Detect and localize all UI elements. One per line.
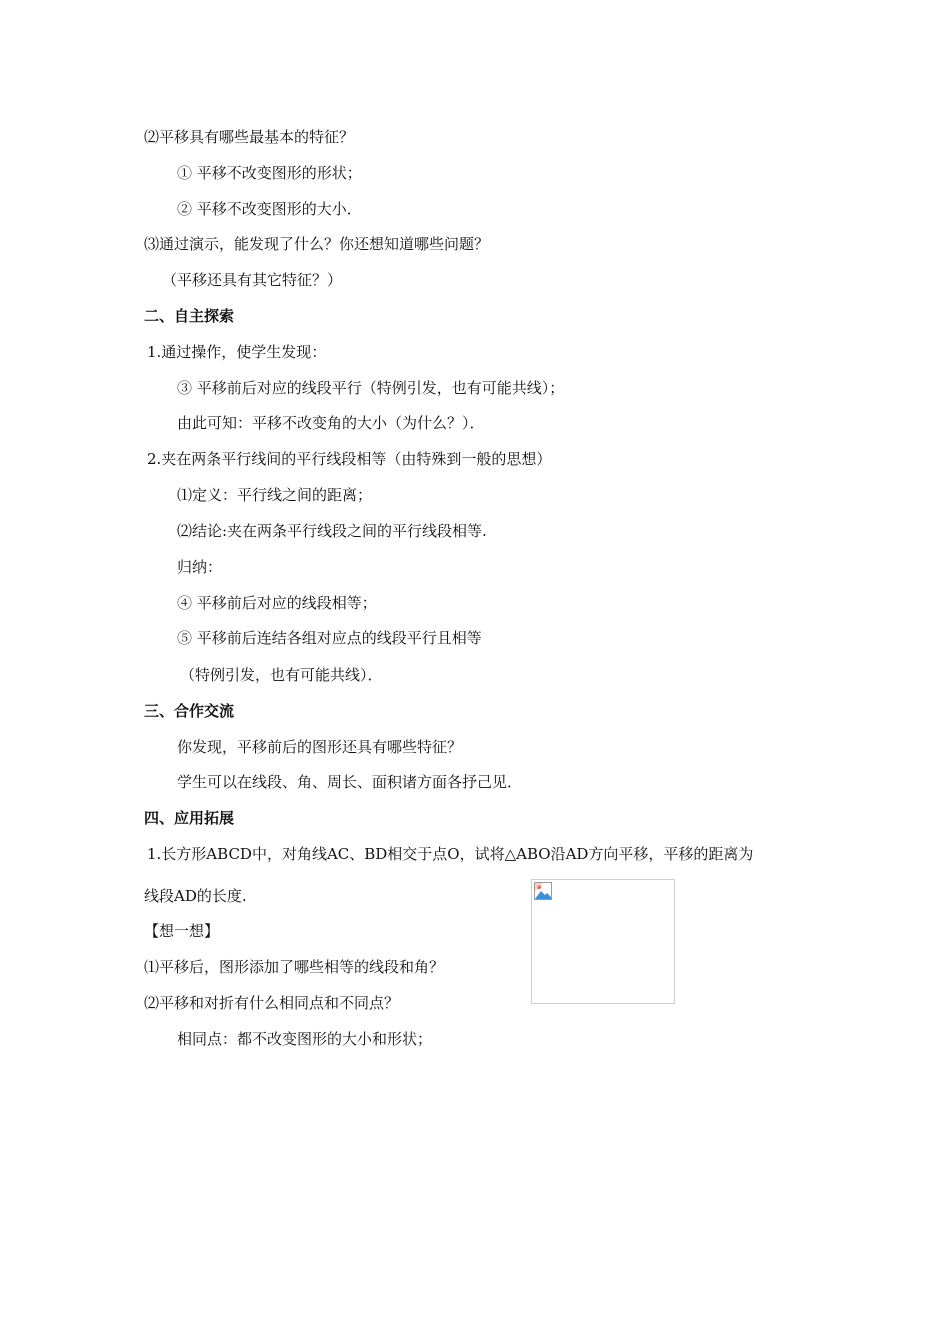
- section-4-heading: 四、应用拓展: [144, 809, 235, 827]
- item-1: 1.通过操作，使学生发现：: [147, 343, 327, 361]
- feature-3: ③ 平移前后对应的线段平行（特例引发，也有可能共线）；: [177, 379, 565, 397]
- exercise-1-continued: 线段AD的长度.: [144, 887, 247, 905]
- feature-3-conclusion: 由此可知：平移不改变角的大小（为什么？）．: [177, 414, 485, 432]
- feature-1: ① 平移不改变图形的形状；: [177, 164, 362, 182]
- feature-4: ④ 平移前后对应的线段相等；: [177, 594, 377, 612]
- discussion-question: 你发现，平移前后的图形还具有哪些特征？: [177, 738, 463, 756]
- think-heading: 【想一想】: [144, 922, 220, 940]
- summary-label: 归纳：: [177, 558, 223, 576]
- item-2: 2.夹在两条平行线间的平行线段相等（由特殊到一般的思想）: [147, 450, 552, 468]
- think-question-2: ⑵平移和对折有什么相同点和不同点？: [144, 994, 400, 1012]
- broken-image-icon: [534, 882, 552, 900]
- feature-5-note: （特例引发，也有可能共线）．: [180, 666, 383, 684]
- feature-5: ⑤ 平移前后连结各组对应点的线段平行且相等: [177, 629, 482, 647]
- exercise-1: 1.长方形ABCD中，对角线AC、BD相交于点O，试将△ABO沿AD方向平移，平移的距离为: [147, 845, 754, 863]
- question-3: ⑶通过演示，能发现了什么？你还想知道哪些问题？: [144, 235, 490, 253]
- discussion-note: 学生可以在线段、角、周长、面积诸方面各抒己见．: [177, 773, 523, 791]
- definition: ⑴定义：平行线之间的距离；: [177, 486, 373, 504]
- question-3-note: （平移还具有其它特征？）: [162, 271, 343, 289]
- similarity-answer: 相同点：都不改变图形的大小和形状；: [177, 1030, 433, 1048]
- feature-2: ② 平移不改变图形的大小．: [177, 200, 362, 218]
- section-3-heading: 三、合作交流: [144, 702, 235, 720]
- question-2: ⑵平移具有哪些最基本的特征？: [144, 128, 355, 146]
- figure-image-placeholder: [531, 879, 675, 1004]
- conclusion: ⑵结论:夹在两条平行线段之间的平行线段相等.: [177, 522, 487, 540]
- section-2-heading: 二、自主探索: [144, 307, 235, 325]
- think-question-1: ⑴平移后，图形添加了哪些相等的线段和角？: [144, 958, 445, 976]
